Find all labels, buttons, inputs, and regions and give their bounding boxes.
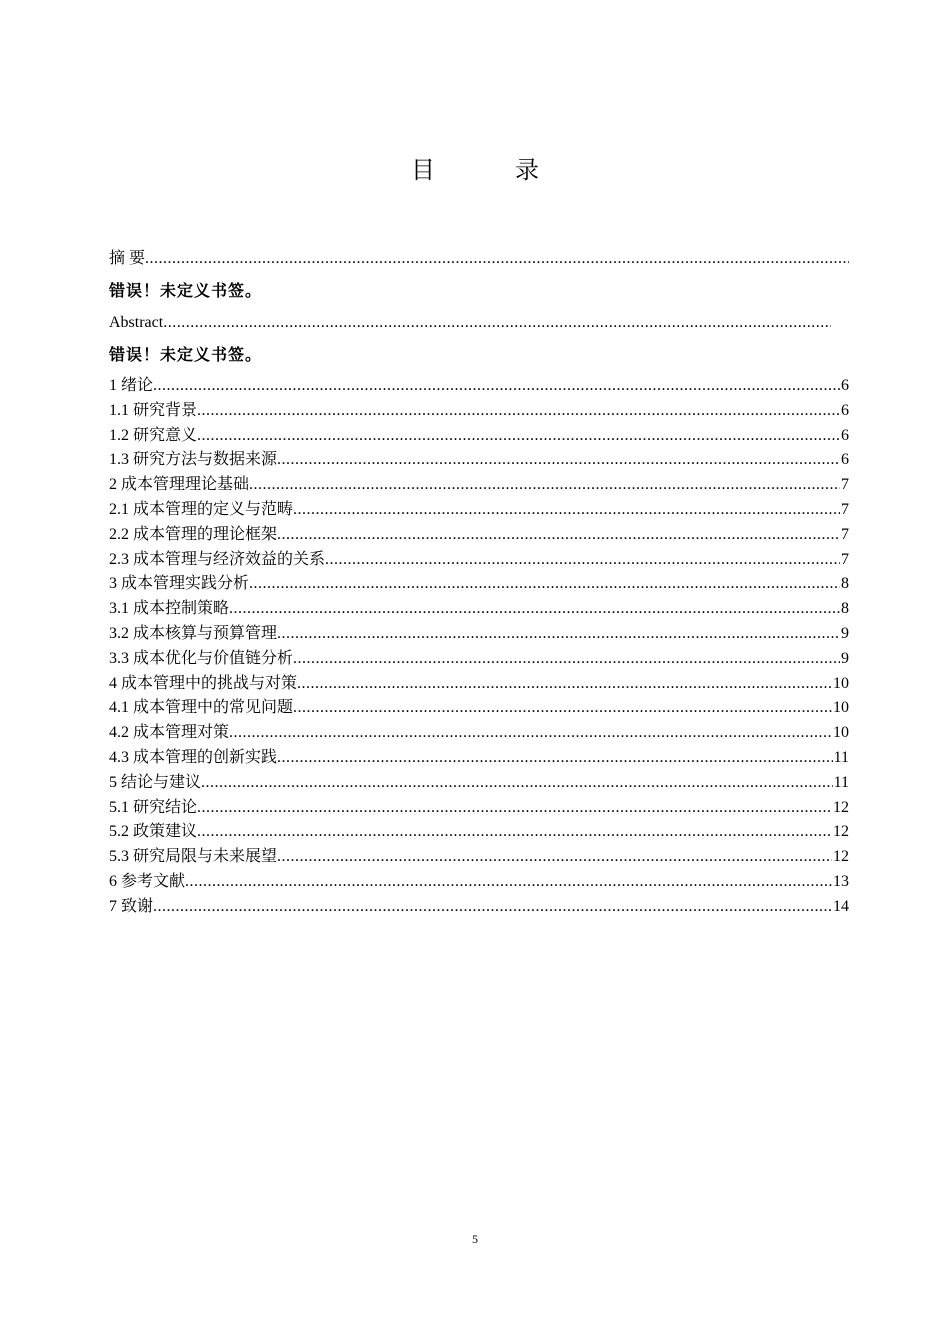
toc-entry[interactable]: [109, 895, 849, 920]
toc-entry-page: 6: [841, 377, 849, 394]
page-number: 5: [472, 1232, 478, 1246]
toc-entry-label: 3.3 成本优化与价值链分析: [109, 649, 294, 667]
toc-entry-page: 7: [841, 500, 849, 518]
toc-entry-label: 4.3 成本管理的创新实践: [109, 748, 278, 766]
toc-entry-label: 5 结论与建议: [109, 773, 202, 791]
dot-leader: [277, 448, 840, 473]
toc-entry[interactable]: [109, 548, 849, 573]
dot-leader: [197, 424, 840, 449]
toc-entry-label: 1.2 研究意义: [109, 426, 198, 444]
toc-entry-page: 12: [833, 823, 849, 841]
dot-leader: [277, 622, 840, 647]
toc-entry-page: 8: [841, 600, 849, 618]
dot-leader: [297, 672, 832, 697]
toc-entry-label: 1.1 研究背景: [109, 401, 198, 419]
toc-entry[interactable]: [109, 672, 849, 697]
toc-error-text: 错误！未定义书签。: [109, 281, 263, 300]
toc-entry-page: 7: [841, 525, 849, 543]
toc-entry-page: 10: [833, 724, 849, 742]
toc-entry[interactable]: [109, 597, 849, 622]
toc-error-text: 错误！未定义书签。: [109, 345, 263, 364]
dot-leader: [249, 473, 840, 498]
toc-entry-label: 2.3 成本管理与经济效益的关系: [109, 550, 326, 568]
toc-entry[interactable]: [109, 845, 849, 870]
dot-leader: [229, 597, 840, 622]
toc-entry-page: 9: [841, 624, 849, 642]
toc-entry[interactable]: [109, 746, 849, 771]
toc-entry-label: 5.2 政策建议: [109, 823, 198, 841]
toc-entry-page: 9: [841, 649, 849, 667]
toc-entry-abstract-cn[interactable]: [109, 246, 849, 272]
toc-entry-label: 1 绪论: [109, 377, 154, 394]
dot-leader: [293, 696, 832, 721]
toc-entry-page: 13: [833, 872, 849, 890]
toc-entry[interactable]: [109, 771, 849, 796]
toc-entry[interactable]: [109, 374, 849, 399]
toc-entry-label: 3 成本管理实践分析: [109, 575, 250, 593]
dot-leader: [153, 895, 832, 920]
toc-entry-page: 11: [833, 748, 849, 766]
toc-entry[interactable]: [109, 498, 849, 523]
dot-leader: [201, 771, 833, 796]
toc-entry-label: 7 致谢: [109, 897, 154, 915]
dot-leader: [277, 845, 832, 870]
toc-entry[interactable]: [109, 473, 849, 498]
toc-entry-page: 10: [833, 674, 849, 692]
toc-entry-label: 3.1 成本控制策略: [109, 600, 230, 618]
toc-entry-label: 2.1 成本管理的定义与范畴: [109, 500, 294, 518]
toc-entry[interactable]: [109, 448, 849, 473]
toc-entry-list: [109, 374, 849, 920]
dot-leader: [229, 721, 832, 746]
toc-entry[interactable]: [109, 696, 849, 721]
dot-leader: [249, 572, 840, 597]
toc-entry[interactable]: [109, 647, 849, 672]
dot-leader: [277, 523, 840, 548]
toc-entry-label: 5.3 研究局限与未来展望: [109, 848, 278, 866]
toc-entry-label: 2.2 成本管理的理论框架: [109, 525, 278, 543]
toc-entry[interactable]: [109, 572, 849, 597]
toc-entry-page: 6: [841, 426, 849, 444]
dot-leader: [277, 746, 833, 771]
toc-entry[interactable]: [109, 721, 849, 746]
toc-entry-page: 7: [841, 550, 849, 568]
toc-entry-page: 10: [833, 699, 849, 717]
toc-entry-page: 6: [841, 401, 849, 419]
toc-entry[interactable]: [109, 622, 849, 647]
table-of-contents: [109, 246, 849, 920]
dot-leader: [197, 820, 832, 845]
toc-entry-label: 1.3 研究方法与数据来源: [109, 451, 278, 469]
toc-entry-label: 2 成本管理理论基础: [109, 476, 250, 494]
toc-entry-page: 11: [833, 773, 849, 791]
toc-entry-label: Abstract: [109, 314, 164, 331]
dot-leader: [145, 246, 849, 272]
toc-entry-label: 摘 要: [109, 250, 146, 267]
dot-leader: [163, 310, 831, 336]
toc-title: 目 录: [411, 156, 567, 184]
toc-entry[interactable]: [109, 870, 849, 895]
toc-entry-page: 12: [833, 848, 849, 866]
toc-entry-label: 5.1 研究结论: [109, 798, 198, 816]
dot-leader: [197, 796, 832, 821]
toc-entry-page: 14: [833, 897, 849, 915]
toc-entry-label: 4.2 成本管理对策: [109, 724, 230, 742]
dot-leader: [325, 548, 840, 573]
toc-entry[interactable]: [109, 424, 849, 449]
toc-entry-page: 12: [833, 798, 849, 816]
toc-entry[interactable]: [109, 523, 849, 548]
toc-entry-label: 6 参考文献: [109, 872, 186, 890]
dot-leader: [197, 399, 840, 424]
dot-leader: [153, 374, 840, 399]
toc-entry-page: 8: [841, 575, 849, 593]
toc-entry[interactable]: [109, 820, 849, 845]
toc-entry-label: 3.2 成本核算与预算管理: [109, 624, 278, 642]
toc-entry[interactable]: [109, 796, 849, 821]
toc-entry-page: 7: [841, 476, 849, 494]
dot-leader: [293, 647, 840, 672]
dot-leader: [185, 870, 832, 895]
toc-entry-page: 6: [841, 451, 849, 469]
dot-leader: [293, 498, 840, 523]
toc-entry-label: 4.1 成本管理中的常见问题: [109, 699, 294, 717]
toc-entry-abstract-en[interactable]: [109, 310, 849, 336]
toc-entry-label: 4 成本管理中的挑战与对策: [109, 674, 298, 692]
toc-entry[interactable]: [109, 399, 849, 424]
